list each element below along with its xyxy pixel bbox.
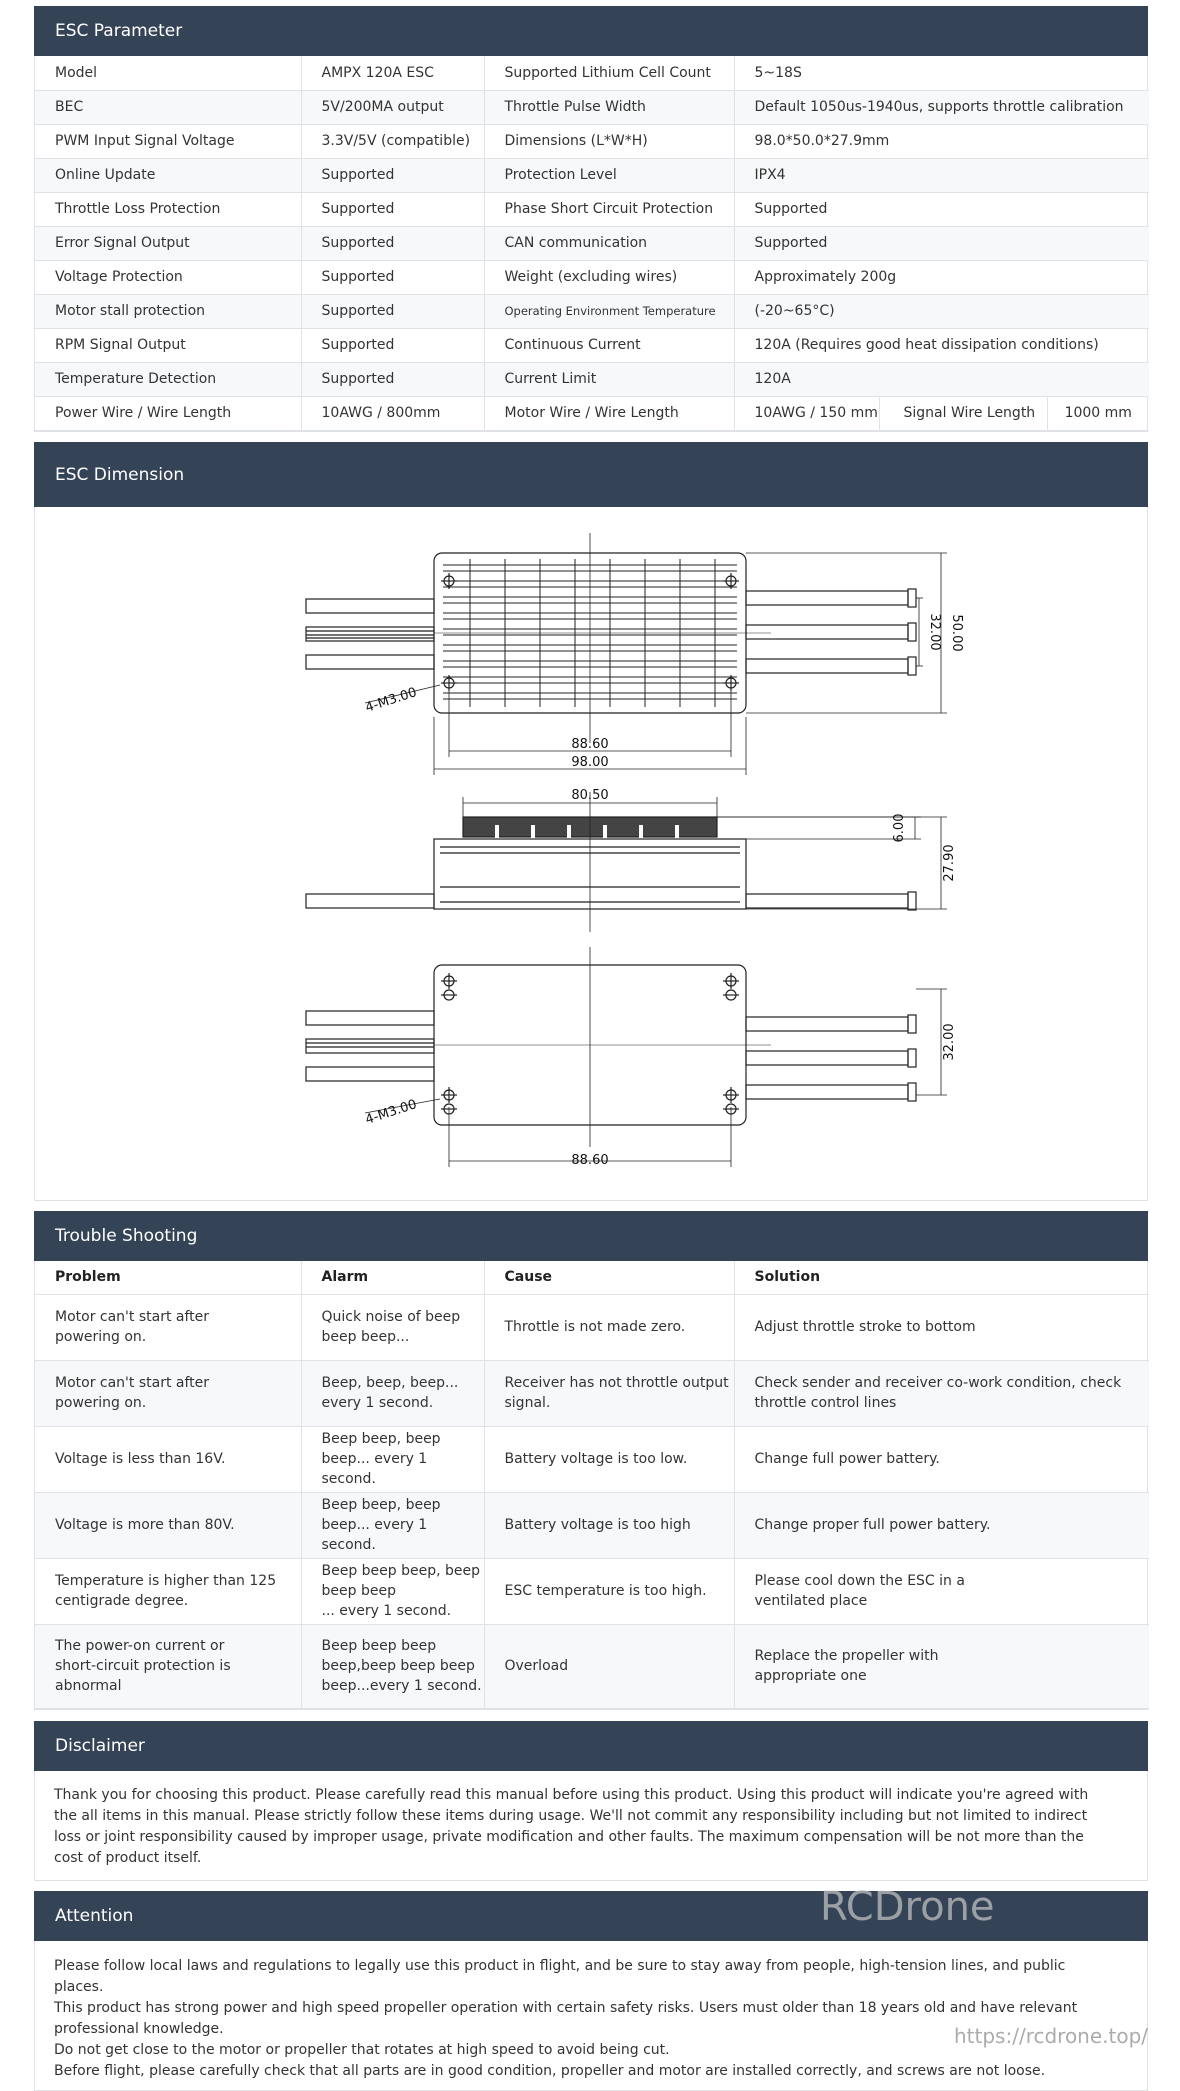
alarm-cell: Quick noise of beep beep beep... bbox=[301, 1294, 484, 1360]
solution-cell: Please cool down the ESC in a ventilated place bbox=[734, 1558, 1149, 1624]
param-name: Online Update bbox=[35, 158, 301, 192]
param-name: Motor stall protection bbox=[35, 294, 301, 328]
disclaimer-title: Disclaimer bbox=[55, 1736, 145, 1756]
param-row bbox=[35, 192, 1149, 226]
param-value: Supported bbox=[301, 158, 484, 192]
param-value: 10AWG / 150 mm bbox=[735, 397, 880, 430]
solution-cell: Change full power battery. bbox=[734, 1426, 1149, 1492]
param-value: (-20~65°C) bbox=[734, 294, 1149, 328]
param-name: Protection Level bbox=[484, 158, 734, 192]
param-row bbox=[35, 328, 1149, 362]
param-name: Signal Wire Length bbox=[880, 397, 1048, 430]
param-value: Supported bbox=[301, 328, 484, 362]
esc-parameter-table-wrap bbox=[34, 56, 1148, 432]
param-value: Supported bbox=[301, 260, 484, 294]
trouble-header-row bbox=[35, 1261, 1149, 1294]
param-value: Approximately 200g bbox=[734, 260, 1149, 294]
trouble-row bbox=[35, 1426, 1149, 1492]
trouble-shooting-title: Trouble Shooting bbox=[55, 1226, 198, 1246]
brand-watermark: RCDrone bbox=[820, 1884, 995, 1930]
param-row bbox=[35, 90, 1149, 124]
param-row bbox=[35, 294, 1149, 328]
top-view bbox=[306, 533, 947, 775]
esc-parameter-table bbox=[35, 56, 1149, 431]
disclaimer-text: Thank you for choosing this product. Please carefully read this manual before using this product. Using this product will indicate you're agreed with the all items in this manual. Please strictly follow these items during usage. We'll not commit any responsibility including but not limited to indirect loss or joint responsibility caused by improper usage, private modification and other faults. The maximum compensation will be not more than the cost of product itself. bbox=[54, 1787, 1089, 1866]
param-name: Throttle Pulse Width bbox=[484, 90, 734, 124]
esc-dimension-header bbox=[34, 442, 1148, 507]
solution-cell: Change proper full power battery. bbox=[734, 1492, 1149, 1558]
param-value: Supported bbox=[301, 362, 484, 396]
param-name: Throttle Loss Protection bbox=[35, 192, 301, 226]
alarm-cell: Beep, beep, beep... every 1 second. bbox=[301, 1360, 484, 1426]
trouble-row bbox=[35, 1558, 1149, 1624]
height-inner-label: 32.00 bbox=[927, 613, 942, 651]
param-row bbox=[35, 226, 1149, 260]
param-name: BEC bbox=[35, 90, 301, 124]
hole-label: 4-M3.00 bbox=[363, 685, 419, 716]
url-watermark: https://rcdrone.top/ bbox=[954, 2024, 1149, 2048]
width-inner-label: 88.60 bbox=[571, 737, 609, 752]
param-name: CAN communication bbox=[484, 226, 734, 260]
bottom-width-label: 88.60 bbox=[571, 1153, 609, 1168]
col-solution: Solution bbox=[734, 1261, 1149, 1294]
side-top-label: 80.50 bbox=[571, 788, 609, 803]
width-outer-label: 98.00 bbox=[571, 755, 609, 770]
alarm-cell: Beep beep, beep beep... every 1 second. bbox=[301, 1492, 484, 1558]
attention-line-2: This product has strong power and high speed propeller operation with certain safety risks. Users must older than 18 years old and have relevant professional knowledge. bbox=[54, 2000, 1078, 2037]
param-value: Supported bbox=[301, 294, 484, 328]
param-wire-split-cell bbox=[734, 396, 1149, 430]
param-value: 120A bbox=[734, 362, 1149, 396]
param-value: Supported bbox=[301, 192, 484, 226]
alarm-cell: Beep beep beep, beep beep beep ... every 1 second. bbox=[301, 1558, 484, 1624]
trouble-row bbox=[35, 1624, 1149, 1708]
param-value: 5~18S bbox=[734, 56, 1149, 90]
param-value: 10AWG / 800mm bbox=[301, 396, 484, 430]
param-name: Weight (excluding wires) bbox=[484, 260, 734, 294]
problem-cell: Temperature is higher than 125 centigrade degree. bbox=[35, 1558, 301, 1624]
alarm-cell: Beep beep beep beep,beep beep beep beep...every 1 second. bbox=[301, 1624, 484, 1708]
trouble-shooting-header bbox=[34, 1211, 1148, 1261]
side-view bbox=[306, 792, 947, 932]
trouble-shooting-table bbox=[35, 1261, 1149, 1709]
param-row bbox=[35, 362, 1149, 396]
esc-dimension-panel bbox=[34, 507, 1148, 1201]
param-value: IPX4 bbox=[734, 158, 1149, 192]
param-value: 120A (Requires good heat dissipation conditions) bbox=[734, 328, 1149, 362]
param-name: Operating Environment Temperature bbox=[484, 294, 734, 328]
esc-parameter-title: ESC Parameter bbox=[55, 21, 183, 41]
trouble-shooting-table-wrap bbox=[34, 1261, 1148, 1710]
param-name: Temperature Detection bbox=[35, 362, 301, 396]
param-name: Voltage Protection bbox=[35, 260, 301, 294]
param-row bbox=[35, 158, 1149, 192]
problem-cell: Voltage is less than 16V. bbox=[35, 1426, 301, 1492]
param-name: Continuous Current bbox=[484, 328, 734, 362]
trouble-row bbox=[35, 1492, 1149, 1558]
bottom-height-label: 32.00 bbox=[942, 1023, 957, 1061]
param-name: Phase Short Circuit Protection bbox=[484, 192, 734, 226]
param-name: Current Limit bbox=[484, 362, 734, 396]
solution-cell: Replace the propeller with appropriate one bbox=[734, 1624, 1149, 1708]
bottom-view bbox=[306, 947, 947, 1167]
trouble-row bbox=[35, 1294, 1149, 1360]
cause-cell: Receiver has not throttle output signal. bbox=[484, 1360, 734, 1426]
solution-cell: Check sender and receiver co-work condition, check throttle control lines bbox=[734, 1360, 1149, 1426]
cause-cell: Battery voltage is too high bbox=[484, 1492, 734, 1558]
esc-dimension-drawing bbox=[35, 507, 1147, 1201]
problem-cell: Motor can't start after powering on. bbox=[35, 1360, 301, 1426]
param-name: Dimensions (L*W*H) bbox=[484, 124, 734, 158]
param-name: Model bbox=[35, 56, 301, 90]
col-alarm: Alarm bbox=[301, 1261, 484, 1294]
param-name: Error Signal Output bbox=[35, 226, 301, 260]
bottom-hole-label: 4-M3.00 bbox=[363, 1097, 419, 1128]
attention-line-3: Do not get close to the motor or propeller that rotates at high speed to avoid being cut. bbox=[54, 2042, 670, 2058]
param-row bbox=[35, 260, 1149, 294]
param-value: 3.3V/5V (compatible) bbox=[301, 124, 484, 158]
trouble-row bbox=[35, 1360, 1149, 1426]
param-row bbox=[35, 124, 1149, 158]
col-problem: Problem bbox=[35, 1261, 301, 1294]
esc-dimension-title: ESC Dimension bbox=[55, 464, 185, 485]
side-height-label: 27.90 bbox=[942, 844, 957, 882]
cause-cell: Overload bbox=[484, 1624, 734, 1708]
param-row-wires bbox=[35, 396, 1149, 430]
param-value: Default 1050us-1940us, supports throttle calibration bbox=[734, 90, 1149, 124]
param-value: Supported bbox=[734, 192, 1149, 226]
param-name: PWM Input Signal Voltage bbox=[35, 124, 301, 158]
cause-cell: Battery voltage is too low. bbox=[484, 1426, 734, 1492]
disclaimer-header bbox=[34, 1721, 1148, 1771]
param-row bbox=[35, 56, 1149, 90]
param-value: Supported bbox=[301, 226, 484, 260]
problem-cell: Motor can't start after powering on. bbox=[35, 1294, 301, 1360]
solution-cell: Adjust throttle stroke to bottom bbox=[734, 1294, 1149, 1360]
param-value: 1000 mm bbox=[1064, 404, 1132, 421]
problem-cell: Voltage is more than 80V. bbox=[35, 1492, 301, 1558]
param-value: 5V/200MA output bbox=[301, 90, 484, 124]
param-name: RPM Signal Output bbox=[35, 328, 301, 362]
col-cause: Cause bbox=[484, 1261, 734, 1294]
side-fin-label: 6.00 bbox=[892, 813, 907, 843]
problem-cell: The power-on current or short-circuit protection is abnormal bbox=[35, 1624, 301, 1708]
cause-cell: ESC temperature is too high. bbox=[484, 1558, 734, 1624]
param-value: Supported bbox=[734, 226, 1149, 260]
esc-parameter-header bbox=[34, 6, 1148, 56]
param-value: AMPX 120A ESC bbox=[301, 56, 484, 90]
param-value: 98.0*50.0*27.9mm bbox=[734, 124, 1149, 158]
attention-text bbox=[54, 1956, 1094, 2082]
param-name: Motor Wire / Wire Length bbox=[484, 396, 734, 430]
height-outer-label: 50.00 bbox=[949, 614, 964, 652]
attention-line-1: Please follow local laws and regulations to legally use this product in flight, and be sure to stay away from people, high-tension lines, and public places. bbox=[54, 1958, 1066, 1995]
alarm-cell: Beep beep, beep beep... every 1 second. bbox=[301, 1426, 484, 1492]
cause-cell: Throttle is not made zero. bbox=[484, 1294, 734, 1360]
param-name: Supported Lithium Cell Count bbox=[484, 56, 734, 90]
attention-title: Attention bbox=[55, 1906, 134, 1926]
param-name: Power Wire / Wire Length bbox=[35, 396, 301, 430]
attention-line-4: Before flight, please carefully check that all parts are in good condition, propeller and motor are installed correctly, and screws are not loose. bbox=[54, 2063, 1046, 2079]
